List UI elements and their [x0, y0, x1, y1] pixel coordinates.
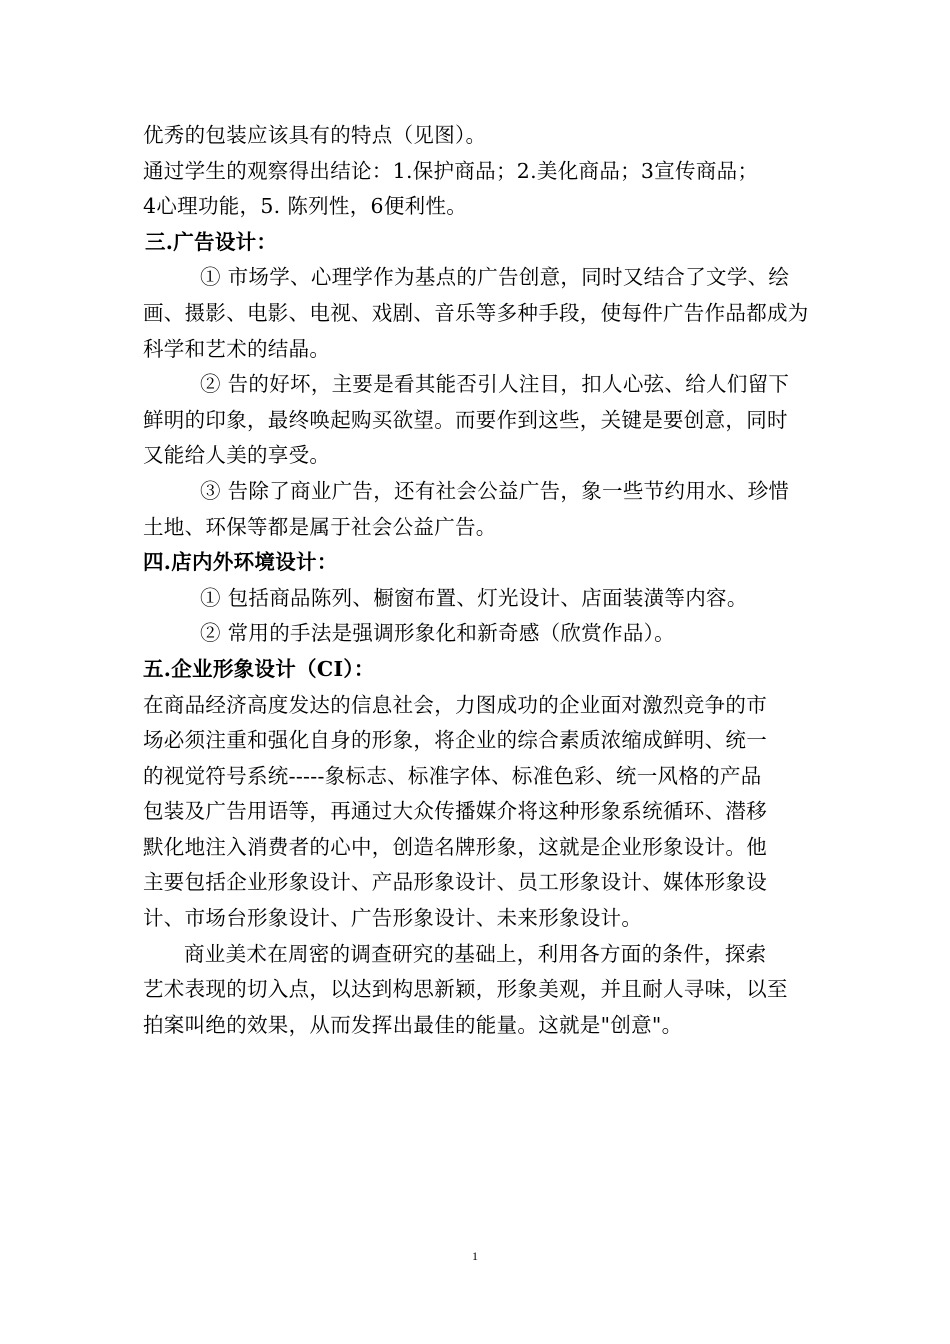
text-line: ② 常用的手法是强调形象化和新奇感（欣赏作品）。	[200, 621, 675, 646]
text-line: 拍案叫绝的效果，从而发挥出最佳的能量。这就是"创意"。	[143, 1012, 683, 1037]
text-line: 的视觉符号系统-----象标志、标准字体、标准色彩、统一风格的产品	[143, 763, 762, 788]
text-line: 包装及广告用语等，再通过大众传播媒介将这种形象系统循环、潜移	[143, 799, 767, 824]
text-line: 在商品经济高度发达的信息社会，力图成功的企业面对激烈竞争的市	[143, 692, 767, 717]
text-line: ① 市场学、心理学作为基点的广告创意，同时又结合了文学、绘	[200, 265, 790, 290]
text-line: 科学和艺术的结晶。	[143, 336, 331, 361]
text-line: 商业美术在周密的调查研究的基础上，利用各方面的条件，探索	[184, 941, 767, 966]
text-line: 4心理功能，5. 陈列性，6便利性。	[143, 194, 468, 219]
section-heading-store-environment: 四.店内外环境设计：	[143, 550, 338, 575]
text-line: 场必须注重和强化自身的形象，将企业的综合素质浓缩成鲜明、统一	[143, 728, 767, 753]
section-heading-corporate-identity: 五.企业形象设计（CI）：	[143, 656, 375, 681]
text-line: ① 包括商品陈列、橱窗布置、灯光设计、店面装潢等内容。	[200, 585, 748, 610]
text-line: 计、市场台形象设计、广告形象设计、未来形象设计。	[143, 906, 643, 931]
text-line: 又能给人美的享受。	[143, 443, 331, 468]
text-line: 画、摄影、电影、电视、戏剧、音乐等多种手段，使每件广告作品都成为	[143, 300, 809, 325]
text-line: 土地、环保等都是属于社会公益广告。	[143, 514, 497, 539]
text-line: ③ 告除了商业广告，还有社会公益广告，象一些节约用水、珍惜	[200, 478, 790, 503]
text-line: ② 告的好坏，主要是看其能否引人注目，扣人心弦、给人们留下	[200, 372, 790, 397]
text-line: 优秀的包装应该具有的特点（见图）。	[143, 123, 487, 147]
text-line: 默化地注入消费者的心中，创造名牌形象，这就是企业形象设计。他	[143, 834, 767, 859]
document-body	[143, 118, 810, 1043]
page-number: 1	[472, 1249, 478, 1263]
text-line: 艺术表现的切入点，以达到构思新颖，形象美观，并且耐人寻味，以至	[143, 977, 788, 1002]
text-line: 鲜明的印象，最终唤起购买欲望。而要作到这些，关键是要创意，同时	[143, 407, 788, 432]
text-line: 通过学生的观察得出结论：1.保护商品；2.美化商品；3宣传商品；	[143, 158, 759, 183]
section-heading-advertising: 三.广告设计：	[145, 229, 278, 254]
text-line: 主要包括企业形象设计、产品形象设计、员工形象设计、媒体形象设	[143, 870, 767, 895]
